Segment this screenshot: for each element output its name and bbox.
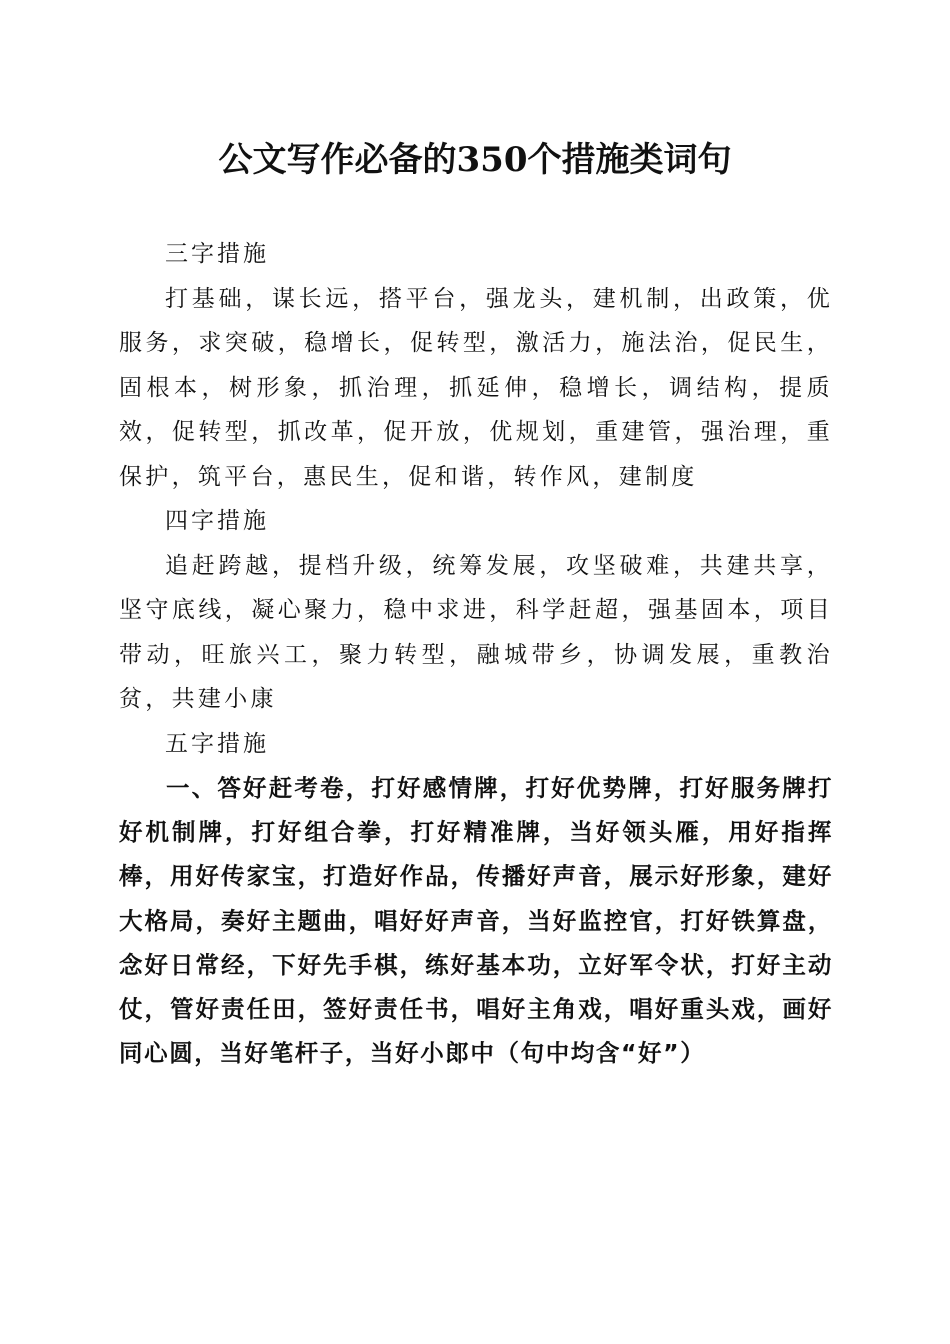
section-heading-four-char: 四字措施 — [165, 508, 269, 534]
section-heading-five-char: 五字措施 — [165, 730, 269, 757]
section-body-five-char: 一、答好赶考卷，打好感情牌，打好优势牌，打好服务牌打好机制牌，打好组合拳，打好精准牌，当好领头雁，用好指挥棒，用好传家宝，打造好作品，传播好声音，展示好形象，建好大格局，奏好主题曲，唱好好声音，当好监控官，打好铁算盘，念好日常经，下好先手棋，练好基本功，立好军令状，打好主动仗，管好责任田，签好责任书，唱好主角戏，唱好重头戏，画好同心圆，当好笔杆子，当好小郎中（句中均含“好”） — [119, 774, 833, 1068]
section-body-four-char: 追赶跨越，提档升级，统筹发展，攻坚破难，共建共享，坚守底线，凝心聚力，稳中求进，科学赶超，强基固本，项目带动，旺旅兴工，聚力转型，融城带乡，协调发展，重教治贫，共建小康 — [119, 552, 833, 712]
document-body — [119, 232, 833, 1075]
section-heading-three-char: 三字措施 — [165, 241, 269, 267]
section-body-three-char: 打基础，谋长远，搭平台，强龙头，建机制，出政策，优服务，求突破，稳增长，促转型，激活力，施法治，促民生，固根本，树形象，抓治理，抓延伸，稳增长，调结构，提质效，促转型，抓改革，促开放，优规划，重建管，强治理，重保护，筑平台，惠民生，促和谐，转作风，建制度 — [119, 285, 833, 490]
document-title: 公文写作必备的350个措施类词句 — [218, 140, 732, 180]
